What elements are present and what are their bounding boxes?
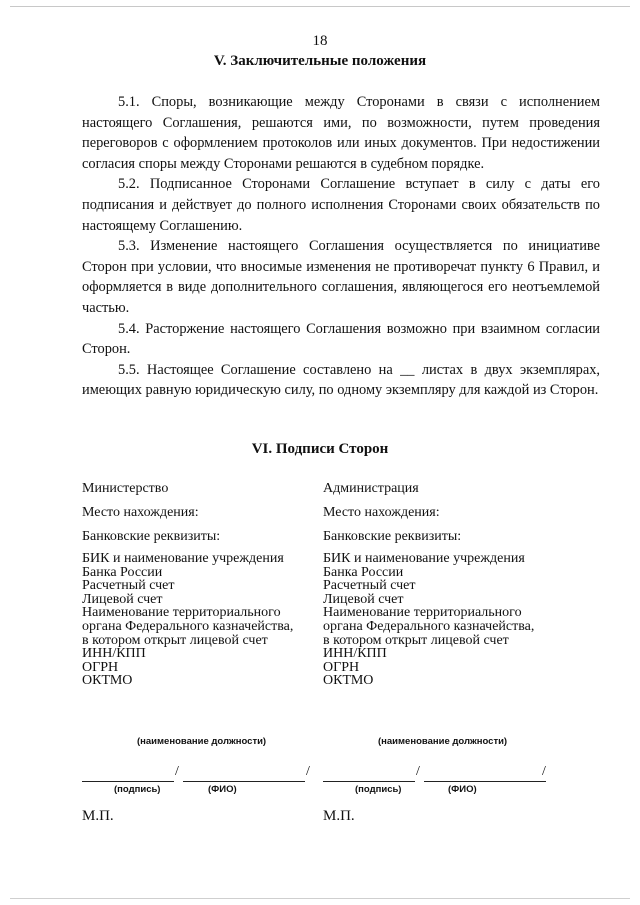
right-name-line: [424, 781, 546, 782]
requisite-line: ИНН/КПП: [82, 646, 146, 662]
left-party-requisites: [82, 552, 327, 688]
right-signature-caption: (подпись): [355, 784, 402, 795]
paragraph-5-2: 5.2. Подписанное Сторонами Соглашение вступает в силу с даты его подписания и действует до полного исполнения Сторонами своих обязательств по настоящему Соглашению.: [82, 176, 600, 234]
requisite-line: в котором открыт лицевой счет: [82, 632, 268, 648]
right-signature-line: [323, 781, 415, 782]
requisite-line: Лицевой счет: [82, 591, 163, 607]
requisite-line: БИК и наименование учреждения: [323, 551, 525, 566]
right-party-block: [323, 480, 568, 688]
left-party-bank-details: Банковские реквизиты:: [82, 529, 221, 544]
right-party-location: Место нахождения:: [323, 505, 440, 520]
right-party-requisites: [323, 552, 568, 688]
right-signature-slash-end: /: [542, 764, 546, 779]
requisite-line: БИК и наименование учреждения: [82, 551, 284, 566]
left-signature-slash: /: [175, 764, 179, 779]
requisite-line: Расчетный счет: [323, 578, 416, 594]
requisite-line: Расчетный счет: [82, 578, 175, 594]
left-seal-mark: М.П.: [82, 808, 114, 824]
paragraph-5-1: 5.1. Споры, возникающие между Сторонами в связи с исполнением настоящего Соглашения, решаются ими, по возможности, путем проведения переговоров с оформлением протоколов или иных документов. При недостижении согласия споры между Сторонами решаются в судебном порядке.: [82, 94, 600, 172]
section-6-title: VI. Подписи Сторон: [251, 441, 389, 457]
left-signature-line: [82, 781, 174, 782]
requisite-line: в котором открыт лицевой счет: [323, 632, 509, 648]
left-name-line: [183, 781, 305, 782]
section-5-body: [82, 92, 600, 401]
requisite-line: органа Федерального казначейства,: [323, 618, 535, 634]
right-signature-slash: /: [416, 764, 420, 779]
right-name-caption: (ФИО): [448, 784, 477, 795]
left-signature-slash-end: /: [306, 764, 310, 779]
right-seal-mark: М.П.: [323, 808, 355, 824]
page-number: 18: [312, 33, 328, 49]
top-border-line: [10, 6, 630, 7]
right-party-bank-details: Банковские реквизиты:: [323, 529, 462, 544]
requisite-line: Лицевой счет: [323, 591, 404, 607]
requisite-line: ИНН/КПП: [323, 646, 387, 662]
requisite-line: ОКТМО: [323, 673, 374, 689]
requisite-line: Банка России: [82, 564, 163, 580]
left-position-caption: (наименование должности): [137, 736, 267, 747]
left-name-caption: (ФИО): [208, 784, 237, 795]
right-position-caption: (наименование должности): [378, 736, 508, 747]
paragraph-5-4: 5.4. Расторжение настоящего Соглашения возможно при взаимном согласии Сторон.: [82, 320, 600, 358]
requisite-line: ОКТМО: [82, 673, 133, 689]
requisite-line: Наименование территориального: [82, 605, 281, 621]
left-party-location: Место нахождения:: [82, 505, 199, 520]
left-party-name: Министерство: [82, 481, 169, 496]
paragraph-5-3: 5.3. Изменение настоящего Соглашения осуществляется по инициативе Сторон при условии, что вносимые изменения не противоречат пункту 6 Правил, и оформляется в виде дополнительного соглашения, являющегося его неотъемлемой частью.: [82, 238, 600, 316]
requisite-line: органа Федерального казначейства,: [82, 618, 294, 634]
section-5-title: V. Заключительные положения: [213, 53, 427, 69]
requisite-line: Банка России: [323, 564, 404, 580]
paragraph-5-5: 5.5. Настоящее Соглашение составлено на __ листах в двух экземплярах, имеющих равную юридическую силу, по одному экземпляру для каждой из Сторон.: [82, 361, 600, 399]
bottom-border-line: [10, 898, 630, 899]
requisite-line: Наименование территориального: [323, 605, 522, 621]
requisite-line: ОГРН: [323, 659, 360, 675]
left-party-block: [82, 480, 327, 688]
left-signature-caption: (подпись): [114, 784, 161, 795]
requisite-line: ОГРН: [82, 659, 119, 675]
right-party-name: Администрация: [323, 481, 419, 496]
